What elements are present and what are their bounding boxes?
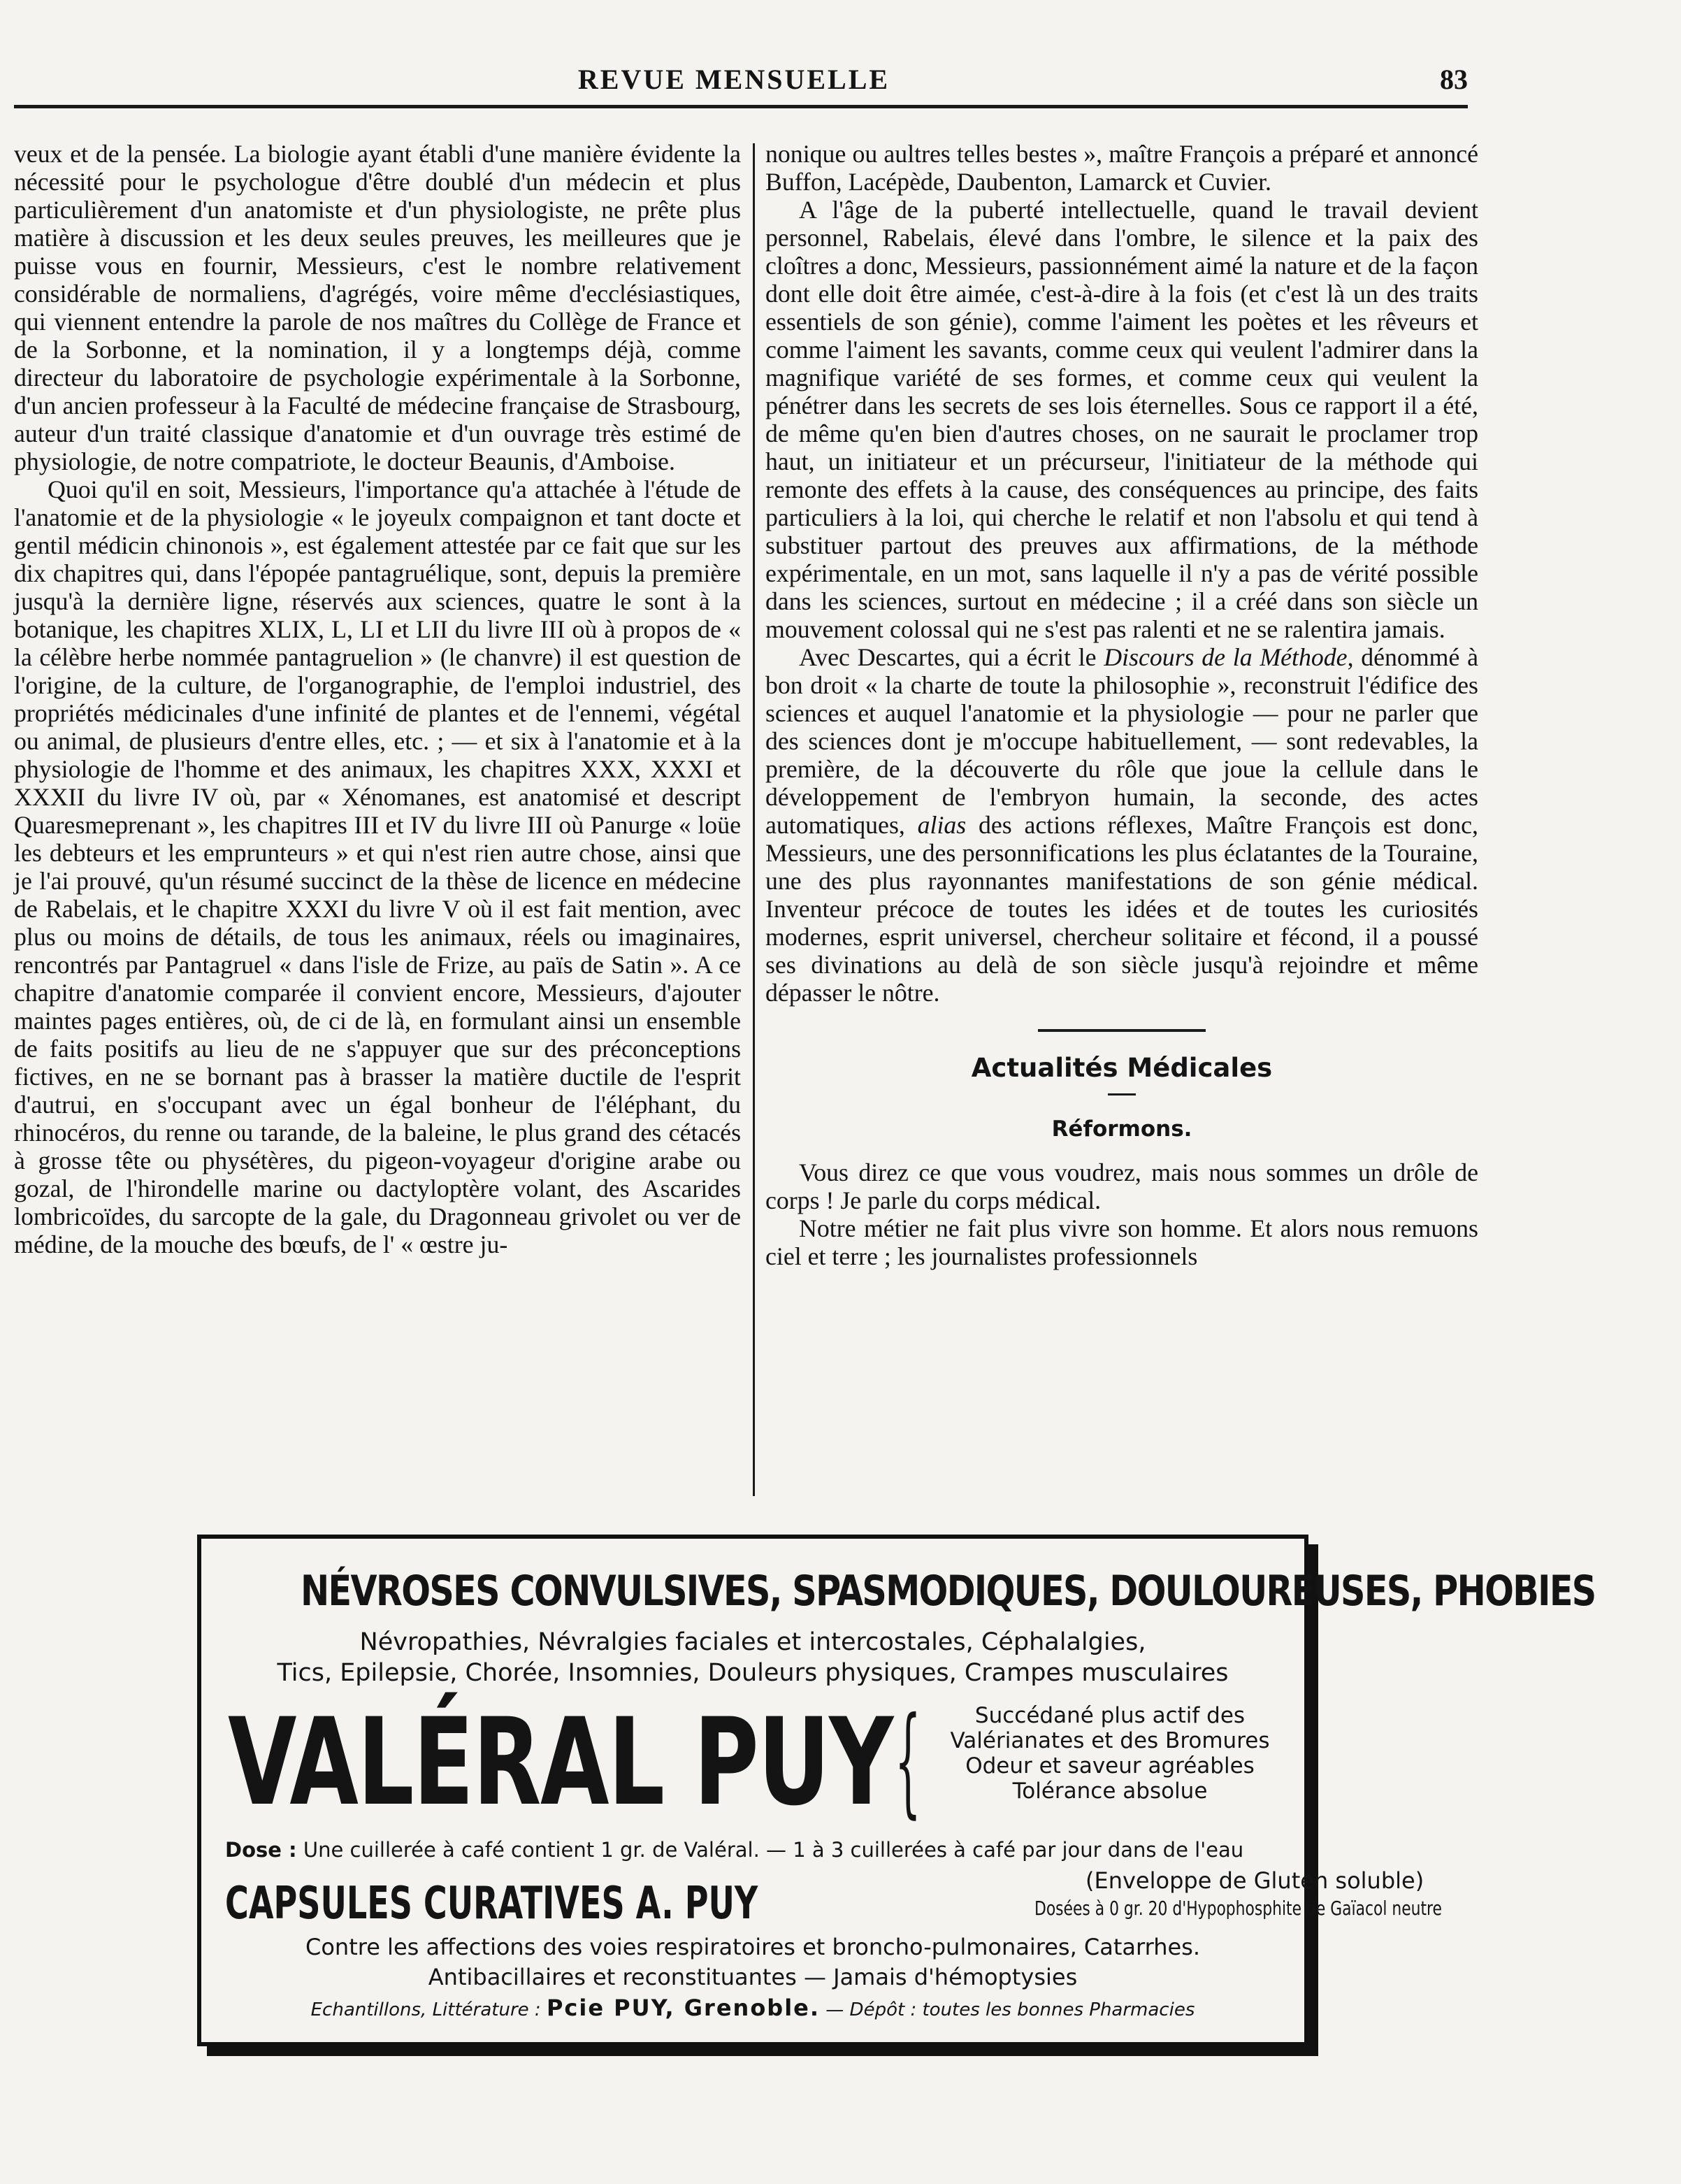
paragraph: nonique ou aultres telles bestes », maître François a préparé et annoncé Buffon, Lacépède, Daubenton, Lamarck et Cuvier.: [765, 140, 1478, 196]
header-rule: [14, 105, 1468, 108]
section-subtitle: Réformons.: [1051, 1116, 1192, 1142]
journal-title: REVUE MENSUELLE: [577, 64, 890, 95]
ad-benefit: Valérianates et des Bromures: [950, 1728, 1270, 1753]
text-run: Avec Descartes, qui a écrit le: [799, 643, 1104, 671]
ad-footer: [201, 1995, 1304, 2021]
ad-capsules-gluten: (Enveloppe de Gluten soluble): [1085, 1867, 1424, 1894]
ad-benefit: Tolérance absolue: [1012, 1779, 1208, 1804]
title-separator: [1108, 1093, 1136, 1095]
ad-indications-line: Contre les affections des voies respiratoires et broncho-pulmonaires, Catarrhes.: [305, 1934, 1201, 1960]
ad-dose-label: Dose :: [225, 1838, 297, 1862]
ad-symptoms-line: Tics, Epilepsie, Chorée, Insomnies, Douleurs physiques, Crampes musculaires: [277, 1659, 1229, 1687]
advertisement-box: [197, 1535, 1596, 2046]
right-column: [765, 140, 1478, 1270]
section-separator: [1038, 1029, 1206, 1032]
text-run: , dénommé à bon droit « la charte de toute la philosophie », reconstruit l'édifice des sciences et auquel l'anatomie et la physiologie — pour ne parler que des sciences dont je m'occupe habituellement, — sont redevables, la première, de la découverte du rôle que joue la cellule dans le développement de l'embryon humain, la seconde, des actes automatiques,: [765, 643, 1478, 839]
section-title: Actualités Médicales: [971, 1053, 1273, 1083]
ad-indications-line: Antibacillaires et reconstituantes — Jamais d'hémoptysies: [428, 1964, 1078, 1990]
ad-benefit: Odeur et saveur agréables: [965, 1753, 1255, 1779]
text-run: des actions réflexes, Maître François est donc, Messieurs, une des personnifications les plus éclatantes de la Touraine, une des plus rayonnantes manifestations de son génie médical. Inventeur précoce de toutes les idées et de toutes les curiosités modernes, esprit universel, chercheur solitaire et fécond, il a poussé ses divinations au delà de son siècle jusqu'à rejoindre et même dépasser le nôtre.: [765, 811, 1478, 1007]
paragraph: veux et de la pensée. La biologie ayant établi d'une manière évidente la nécessité pour le psychologue d'être doublé d'un médecin et plus particulièrement d'un anatomiste et d'un physiologiste, ne prête plus matière à discussion et les deux seules preuves, les meilleures que je puisse vous en fournir, Messieurs, c'est le nombre relativement considérable de normaliens, d'agrégés, voire même d'ecclésiastiques, qui viennent entendre la parole de nos maîtres du Collège de France et de la Sorbonne, et la nomination, il y a longtemps déjà, comme directeur du laboratoire de psychologie expérimentale à la Sorbonne, d'un ancien professeur à la Faculté de médecine française de Strasbourg, auteur d'un traité classique d'anatomie et d'un ouvrage très estimé de physiologie, de notre compatriote, le docteur Beaunis, d'Amboise.: [14, 140, 741, 475]
book-title: Discours de la Méthode: [1104, 643, 1348, 671]
left-column: [14, 140, 741, 1258]
ad-footer-left: Echantillons, Littérature :: [310, 1999, 541, 2020]
ad-benefits: [928, 1703, 1292, 1804]
ad-capsules-composition: Dosées à 0 gr. 20 d'Hypophosphite de Gaïacol neutre: [1034, 1897, 1442, 1920]
column-divider: [753, 143, 755, 1496]
paragraph: Quoi qu'il en soit, Messieurs, l'importance qu'a attachée à l'étude de l'anatomie et de la physiologie « le joyeulx compaignon et tant docte et gentil médicin chinonois », est également attestée par ce fait que sur les dix chapitres qui, dans l'épopée pantagruélique, sont, depuis la première jusqu'à la dernière ligne, réservés aux sciences, quatre le sont à la botanique, les chapitres XLIX, L, LI et LII du livre III où à propos de « la célèbre herbe nommée pantagruelion » (le chanvre) il est question de l'origine, de la culture, de l'organographie, de l'emploi industriel, des propriétés médicinales d'une infinité de plantes et de l'ennemi, végétal ou animal, de plusieurs d'entre elles, etc. ; — et six à l'anatomie et à la physiologie de l'homme et des animaux, les chapitres XXX, XXXI et XXXII du livre IV où, par « Xénomanes, est anatomisé et descript Quaresmeprenant », les chapitres III et IV du livre III où Panurge « loüe les debteurs et les emprunteurs » et qui n'est rien autre chose, ainsi que je l'ai prouvé, qu'un résumé succinct de la thèse de licence en médecine de Rabelais, et le chapitre XXXI du livre V où il est fait mention, avec plus ou moins de détails, de tous les animaux, réels ou imaginaires, rencontrés par Pantagruel « dans l'isle de Frize, au païs de Satin ». A ce chapitre d'anatomie comparée il convient encore, Messieurs, d'ajouter maintes pages entières, où, de ci de là, en formulant ainsi un ensemble de faits positifs au lieu de ne s'appuyer que sur des préconceptions fictives, en ne se bornant pas à brasser la matière ductile de l'esprit d'autrui, en s'occupant avec un égal bonheur de l'éléphant, du rhinocéros, du renne ou tarande, de la baleine, le plus grand des cétacés à grosse tête ou physétères, du pigeon-voyageur d'origine arabe ou gozal, de l'hirondelle marine ou dactyloptère volant, des Ascarides lombricoïdes, du sarcopte de la gale, du Dragonneau grivolet ou ver de médine, de la mouche des bœufs, de l' « œstre ju-: [14, 475, 741, 1258]
paragraph: Vous direz ce que vous voudrez, mais nous sommes un drôle de corps ! Je parle du corps médical.: [765, 1158, 1478, 1214]
ad-footer-right: — Dépôt : toutes les bonnes Pharmacies: [825, 1999, 1195, 2020]
ad-brand-name: VALÉRAL PUY: [228, 1692, 893, 1832]
ad-benefit: Succédané plus actif des: [974, 1703, 1246, 1728]
ad-capsules-title: CAPSULES CURATIVES A. PUY: [225, 1878, 758, 1930]
ad-footer-brand: Pcie PUY, Grenoble.: [546, 1995, 821, 2021]
italic-word: alias: [917, 811, 967, 839]
ad-symptoms-line: Névropathies, Névralgies faciales et intercostales, Céphalalgies,: [359, 1628, 1146, 1656]
brace-icon: {: [895, 1692, 921, 1830]
paragraph: Notre métier ne fait plus vivre son homme. Et alors nous remuons ciel et terre ; les journalistes professionnels: [765, 1214, 1478, 1270]
page-number: 83: [1440, 64, 1468, 95]
running-header: [0, 63, 1468, 105]
paragraph-descartes: [765, 643, 1478, 1007]
ad-dose: [225, 1838, 1243, 1862]
ad-headline: NÉVROSES CONVULSIVES, SPASMODIQUES, DOULOUREUSES, PHOBIES: [301, 1567, 1596, 1616]
paragraph: A l'âge de la puberté intellectuelle, quand le travail devient personnel, Rabelais, élevé dans l'ombre, le silence et la paix des cloîtres a donc, Messieurs, passionnément aimé la nature et de la façon dont elle doit être aimée, c'est-à-dire à la fois (et c'est là un des traits essentiels de son génie), comme l'aiment les poètes et les rêveurs et comme l'aiment les savants, comme ceux qui veulent l'admirer dans la magnifique variété de ses formes, et comme ceux qui veulent la pénétrer dans les secrets de ses lois éternelles. Sous ce rapport il a été, de même qu'en bien d'autres choses, on ne saurait le proclamer trop haut, un initiateur et un précurseur, l'initiateur de la méthode qui remonte des effets à la cause, des conséquences au principe, des faits particuliers à la loi, qui cherche le relatif et non l'absolu et qui tend à substituer partout des preuves aux affirmations, de la méthode expérimentale, en un mot, sans laquelle il n'y a pas de vérité possible dans les sciences, surtout en médecine ; il a créé dans son siècle un mouvement colossal qui ne s'est pas ralenti et ne se ralentira jamais.: [765, 196, 1478, 643]
ad-dose-text: Une cuillerée à café contient 1 gr. de Valéral. — 1 à 3 cuillerées à café par jour dans de l'eau: [303, 1838, 1244, 1862]
